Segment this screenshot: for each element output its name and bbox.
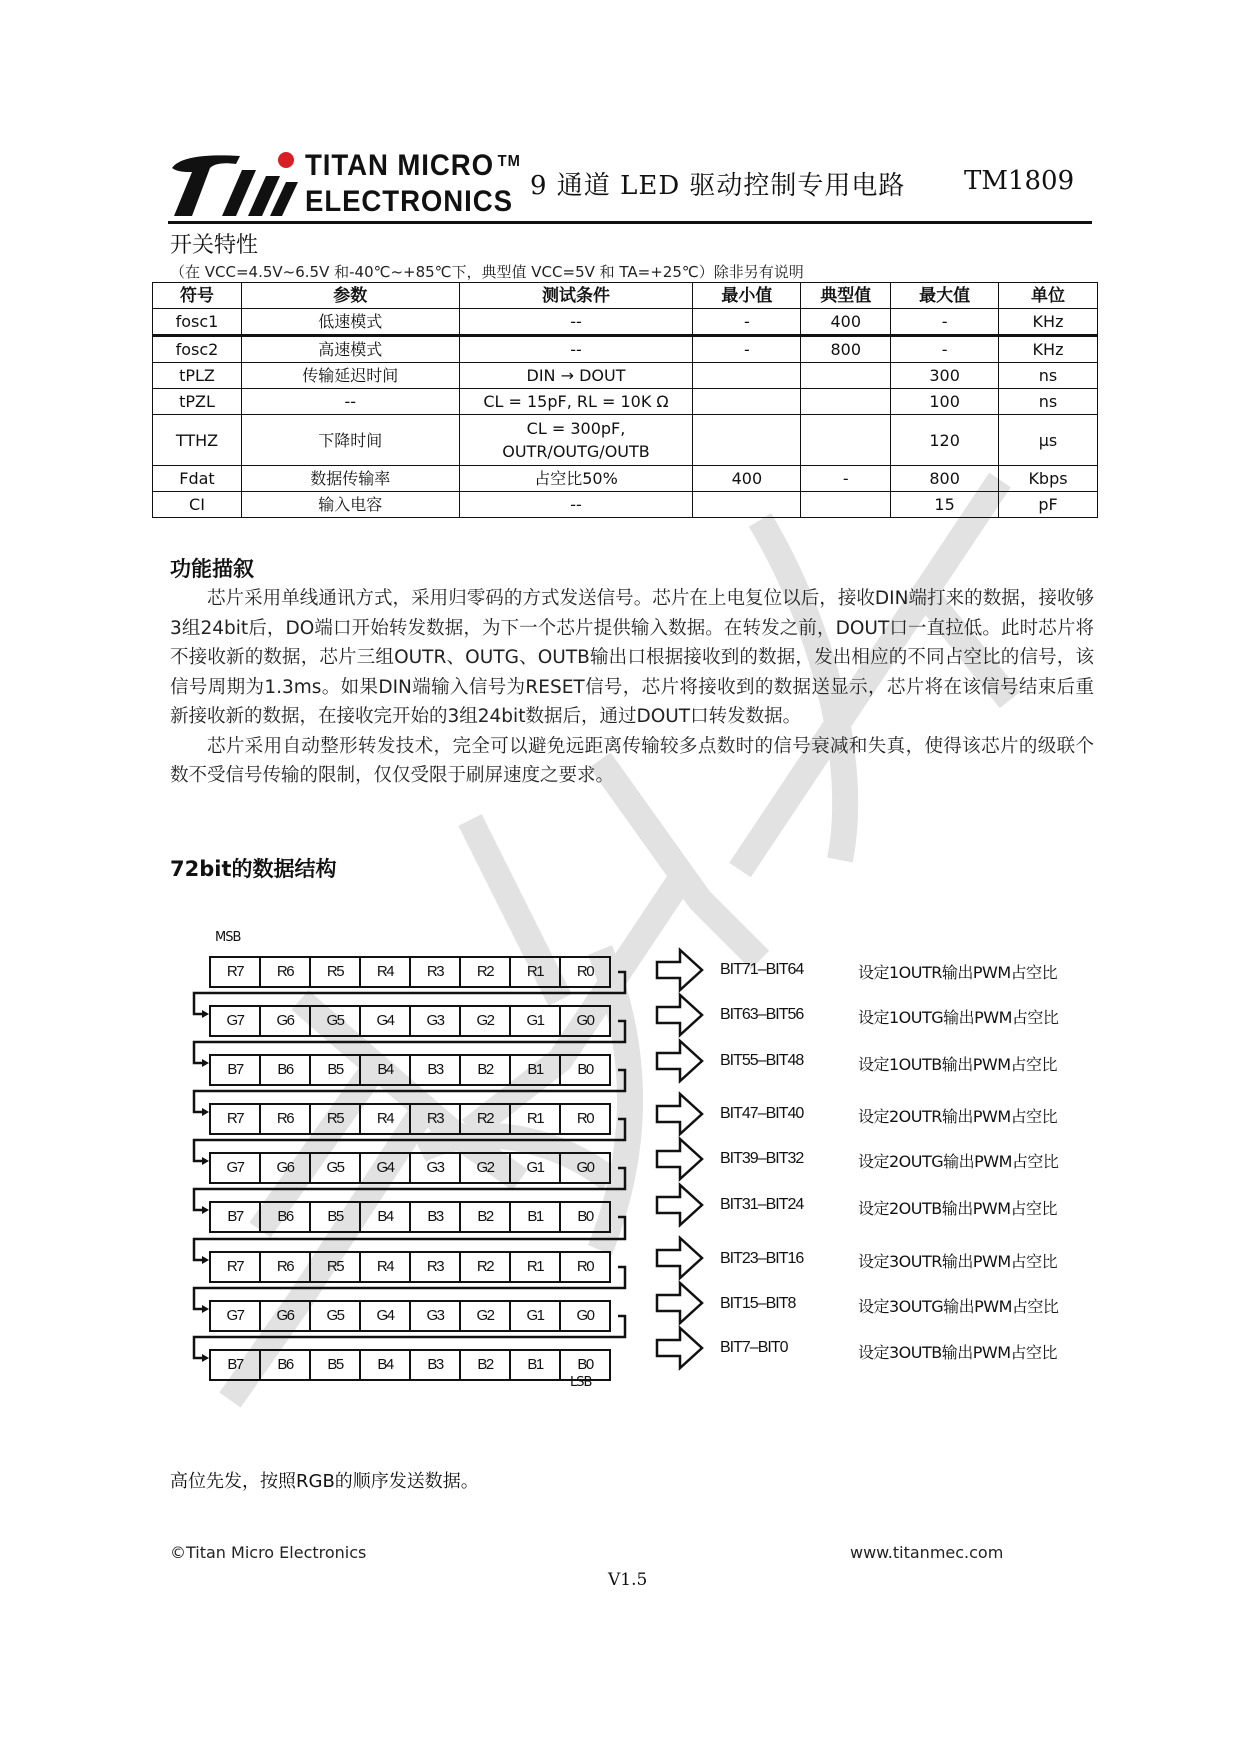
bit-cell: G0 xyxy=(576,1012,594,1029)
bit-cell: R3 xyxy=(411,1253,461,1281)
copyright-text: ©Titan Micro Electronics xyxy=(170,1543,367,1562)
table-row xyxy=(153,363,1098,389)
bit-cell: G7 xyxy=(211,1154,261,1182)
msb-label: MSB xyxy=(215,930,241,945)
bit-cell: B6 xyxy=(261,1351,311,1379)
bit-cell: R0 xyxy=(576,1110,594,1127)
cell-min xyxy=(693,492,801,518)
bit-description: 设定2OUTG输出PWM占空比 xyxy=(858,1152,1059,1171)
bit-cell: G4 xyxy=(361,1302,411,1330)
bit-cell: B5 xyxy=(311,1056,361,1084)
trademark-mark: TM xyxy=(497,153,521,170)
bit-cell: R7 xyxy=(211,958,261,986)
cell-max: 800 xyxy=(891,466,999,492)
condition-line: OUTR/OUTG/OUTB xyxy=(502,442,650,461)
bit-cell: R2 xyxy=(461,1105,511,1133)
cell-max: 120 xyxy=(891,415,999,466)
cell-condition xyxy=(459,415,693,466)
bit-description: 设定1OUTG输出PWM占空比 xyxy=(858,1008,1059,1027)
bit-cell: B1 xyxy=(511,1056,561,1084)
cell-condition: -- xyxy=(459,309,693,336)
cell-unit: KHz xyxy=(999,336,1098,363)
cell-symbol: fosc1 xyxy=(153,309,242,336)
bit-cell: B5 xyxy=(311,1203,361,1231)
cell-max: 100 xyxy=(891,389,999,415)
cell-symbol: tPLZ xyxy=(153,363,242,389)
bit-cell: G6 xyxy=(261,1302,311,1330)
cell-unit: KHz xyxy=(999,309,1098,336)
bit-cell: B7 xyxy=(211,1351,261,1379)
cell-min: 400 xyxy=(693,466,801,492)
cell-max: - xyxy=(891,336,999,363)
bit-cell: B7 xyxy=(211,1056,261,1084)
section-title-switching: 开关特性 xyxy=(170,233,259,258)
cell-min: - xyxy=(693,309,801,336)
cell-condition: DIN → DOUT xyxy=(459,363,693,389)
cell-condition: -- xyxy=(459,492,693,518)
bit-row xyxy=(209,956,611,988)
bit-cell: G2 xyxy=(461,1154,511,1182)
bit-cell: G7 xyxy=(211,1302,261,1330)
cell-unit: ns xyxy=(999,363,1098,389)
cell-max: - xyxy=(891,309,999,336)
column-header: 符号 xyxy=(153,283,242,309)
bit-cell: R1 xyxy=(511,1105,561,1133)
bit-description: 设定2OUTB输出PWM占空比 xyxy=(858,1199,1058,1218)
bit-cell: R5 xyxy=(311,1253,361,1281)
bit-description: 设定2OUTR输出PWM占空比 xyxy=(858,1107,1058,1126)
bit-cell: G6 xyxy=(261,1154,311,1182)
bit-row xyxy=(209,1152,611,1184)
table-row xyxy=(153,309,1098,336)
lsb-label: LSB xyxy=(570,1375,592,1390)
bit-cell: G3 xyxy=(411,1007,461,1035)
bit-cell: R5 xyxy=(311,1105,361,1133)
bit-description: 设定1OUTR输出PWM占空比 xyxy=(858,963,1058,982)
bit-cell: B7 xyxy=(211,1203,261,1231)
section-title-function: 功能描叙 xyxy=(170,557,254,581)
switching-characteristics-table xyxy=(152,282,1098,518)
bit-cell: B2 xyxy=(461,1203,511,1231)
bit-range-label: BIT7–BIT0 xyxy=(720,1339,788,1356)
bit-cell: R2 xyxy=(461,1253,511,1281)
bit-cell: G1 xyxy=(511,1154,561,1182)
cell-param: 低速模式 xyxy=(241,309,459,336)
cell-unit: pF xyxy=(999,492,1098,518)
bit-cell: B1 xyxy=(511,1203,561,1231)
bit-cell: R4 xyxy=(361,1105,411,1133)
function-description xyxy=(170,584,1094,791)
bit-cell: B4 xyxy=(361,1056,411,1084)
bit-cell: B4 xyxy=(361,1203,411,1231)
table-row xyxy=(153,389,1098,415)
bit-range-label: BIT55–BIT48 xyxy=(720,1052,804,1069)
cell-param: 传输延迟时间 xyxy=(241,363,459,389)
bit-cell: R4 xyxy=(361,958,411,986)
document-title: 9 通道 LED 驱动控制专用电路 xyxy=(530,171,906,201)
table-row xyxy=(153,492,1098,518)
bit-cell: G5 xyxy=(311,1007,361,1035)
bit-cell: B6 xyxy=(261,1203,311,1231)
bit-cell: B0 xyxy=(577,1061,593,1078)
bit-cell: B2 xyxy=(461,1351,511,1379)
paragraph: 芯片采用单线通讯方式，采用归零码的方式发送信号。芯片在上电复位以后，接收DIN端打来的数据，接收够3组24bit后，DO端口开始转发数据，为下一个芯片提供输入数据。在转发之前，DOUT口一直拉低。此时芯片将不接收新的数据，芯片三组OUTR、OUTG、OUTB输出口根据接收到的数据，发出相应的不同占空比的信号，该信号周期为1.3ms。如果DIN端输入信号为RESET信号，芯片将接收到的数据送显示，芯片将在该信号结束后重新接收新的数据，在接收完开始的3组24bit数据后，通过DOUT口转发数据。 xyxy=(170,588,1094,727)
paragraph: 芯片采用自动整形转发技术，完全可以避免远距离传输较多点数时的信号衰减和失真，使得该芯片的级联个数不受信号传输的限制，仅仅受限于刷屏速度之要求。 xyxy=(170,735,1094,786)
cell-typ xyxy=(801,389,891,415)
cell-typ: 400 xyxy=(801,309,891,336)
bit-range-label: BIT63–BIT56 xyxy=(720,1006,804,1023)
bit-range-label: BIT31–BIT24 xyxy=(720,1196,804,1213)
cell-typ xyxy=(801,492,891,518)
bit-cell: B3 xyxy=(411,1056,461,1084)
bit-cell: G5 xyxy=(311,1154,361,1182)
bit-cell: R3 xyxy=(411,1105,461,1133)
condition-line: CL = 300pF, xyxy=(526,419,626,438)
version-label: V1.5 xyxy=(608,1570,648,1590)
bit-cell: R0 xyxy=(576,963,594,980)
bit-cell: R3 xyxy=(411,958,461,986)
conditions-note: （在 VCC=4.5V~6.5V 和-40℃~+85℃下，典型值 VCC=5V 和 TA=+25℃）除非另有说明 xyxy=(170,263,804,281)
bit-cell: R6 xyxy=(261,1105,311,1133)
cell-max: 300 xyxy=(891,363,999,389)
bit-cell: B2 xyxy=(461,1056,511,1084)
transmission-order-note: 高位先发，按照RGB的顺序发送数据。 xyxy=(170,1471,479,1492)
bit-cell: B1 xyxy=(511,1351,561,1379)
bit-range-label: BIT23–BIT16 xyxy=(720,1250,804,1267)
cell-max: 15 xyxy=(891,492,999,518)
cell-symbol: fosc2 xyxy=(153,336,242,363)
bit-row xyxy=(209,1349,611,1381)
bit-cell: G7 xyxy=(211,1007,261,1035)
table-row xyxy=(153,466,1098,492)
bit-cell: G1 xyxy=(511,1007,561,1035)
cell-symbol: CI xyxy=(153,492,242,518)
cell-typ: - xyxy=(801,466,891,492)
brand-name xyxy=(305,148,521,220)
bit-cell: R6 xyxy=(261,1253,311,1281)
cell-min xyxy=(693,363,801,389)
bit-cell: R6 xyxy=(261,958,311,986)
bit-range-label: BIT47–BIT40 xyxy=(720,1105,804,1122)
cell-typ xyxy=(801,415,891,466)
bit-range-label: BIT39–BIT32 xyxy=(720,1150,804,1167)
part-number: TM1809 xyxy=(964,166,1075,196)
bit-cell: R2 xyxy=(461,958,511,986)
table-row xyxy=(153,415,1098,466)
header-divider xyxy=(168,221,1092,224)
brand-line1: TITAN MICRO xyxy=(305,149,494,182)
cell-param: 高速模式 xyxy=(241,336,459,363)
bit-cell: R0 xyxy=(576,1258,594,1275)
website-link[interactable]: www.titanmec.com xyxy=(850,1543,1004,1562)
bit-cell: B6 xyxy=(261,1056,311,1084)
bit-cell: B4 xyxy=(361,1351,411,1379)
bit-cell: B0 xyxy=(577,1356,593,1373)
column-header: 典型值 xyxy=(801,283,891,309)
bit-cell: G1 xyxy=(511,1302,561,1330)
cell-symbol: Fdat xyxy=(153,466,242,492)
bit-description: 设定1OUTB输出PWM占空比 xyxy=(858,1055,1058,1074)
bit-cell: G4 xyxy=(361,1007,411,1035)
bit-description: 设定3OUTR输出PWM占空比 xyxy=(858,1252,1058,1271)
cell-min: - xyxy=(693,336,801,363)
cell-unit: Kbps xyxy=(999,466,1098,492)
bit-cell: R5 xyxy=(311,958,361,986)
cell-typ: 800 xyxy=(801,336,891,363)
brand-line2: ELECTRONICS xyxy=(305,185,513,218)
bit-cell: R1 xyxy=(511,958,561,986)
table-row xyxy=(153,336,1098,363)
bit-cell: R1 xyxy=(511,1253,561,1281)
bit-cell: G5 xyxy=(311,1302,361,1330)
cell-symbol: TTHZ xyxy=(153,415,242,466)
bit-cell: G6 xyxy=(261,1007,311,1035)
bit-description: 设定3OUTG输出PWM占空比 xyxy=(858,1297,1059,1316)
bit-cell: R7 xyxy=(211,1105,261,1133)
bit-cell: B3 xyxy=(411,1203,461,1231)
bit-row xyxy=(209,1201,611,1233)
bit-cell: G2 xyxy=(461,1007,511,1035)
bit-cell: R4 xyxy=(361,1253,411,1281)
bit-range-label: BIT15–BIT8 xyxy=(720,1295,796,1312)
column-header: 最小值 xyxy=(693,283,801,309)
bit-cell: B0 xyxy=(577,1208,593,1225)
column-header: 参数 xyxy=(241,283,459,309)
bit-cell: B3 xyxy=(411,1351,461,1379)
cell-param: 输入电容 xyxy=(241,492,459,518)
titan-logo-icon xyxy=(170,150,302,222)
bit-range-label: BIT71–BIT64 xyxy=(720,961,804,978)
column-header: 测试条件 xyxy=(459,283,693,309)
bit-row xyxy=(209,1251,611,1283)
cell-param: 数据传输率 xyxy=(241,466,459,492)
bit-cell: G0 xyxy=(576,1307,594,1324)
bit-row xyxy=(209,1300,611,1332)
bit-cell: B5 xyxy=(311,1351,361,1379)
bit-cell: R7 xyxy=(211,1253,261,1281)
bit-cell: G3 xyxy=(411,1302,461,1330)
cell-symbol: tPZL xyxy=(153,389,242,415)
column-header: 最大值 xyxy=(891,283,999,309)
bit-cell: G4 xyxy=(361,1154,411,1182)
cell-min xyxy=(693,415,801,466)
bit-cell: G2 xyxy=(461,1302,511,1330)
section-title-data-structure: 72bit的数据结构 xyxy=(170,857,337,881)
bit-cell: G0 xyxy=(576,1159,594,1176)
cell-param: 下降时间 xyxy=(241,415,459,466)
column-header: 单位 xyxy=(999,283,1098,309)
cell-typ xyxy=(801,363,891,389)
bit-row xyxy=(209,1054,611,1086)
bit-row xyxy=(209,1103,611,1135)
cell-unit: ns xyxy=(999,389,1098,415)
cell-condition: -- xyxy=(459,336,693,363)
cell-min xyxy=(693,389,801,415)
cell-condition: CL = 15pF, RL = 10K Ω xyxy=(459,389,693,415)
cell-condition: 占空比50% xyxy=(459,466,693,492)
bit-cell: G3 xyxy=(411,1154,461,1182)
cell-unit: μs xyxy=(999,415,1098,466)
table-header-row xyxy=(153,283,1098,309)
cell-param: -- xyxy=(241,389,459,415)
bit-row xyxy=(209,1005,611,1037)
bit-description: 设定3OUTB输出PWM占空比 xyxy=(858,1343,1058,1362)
